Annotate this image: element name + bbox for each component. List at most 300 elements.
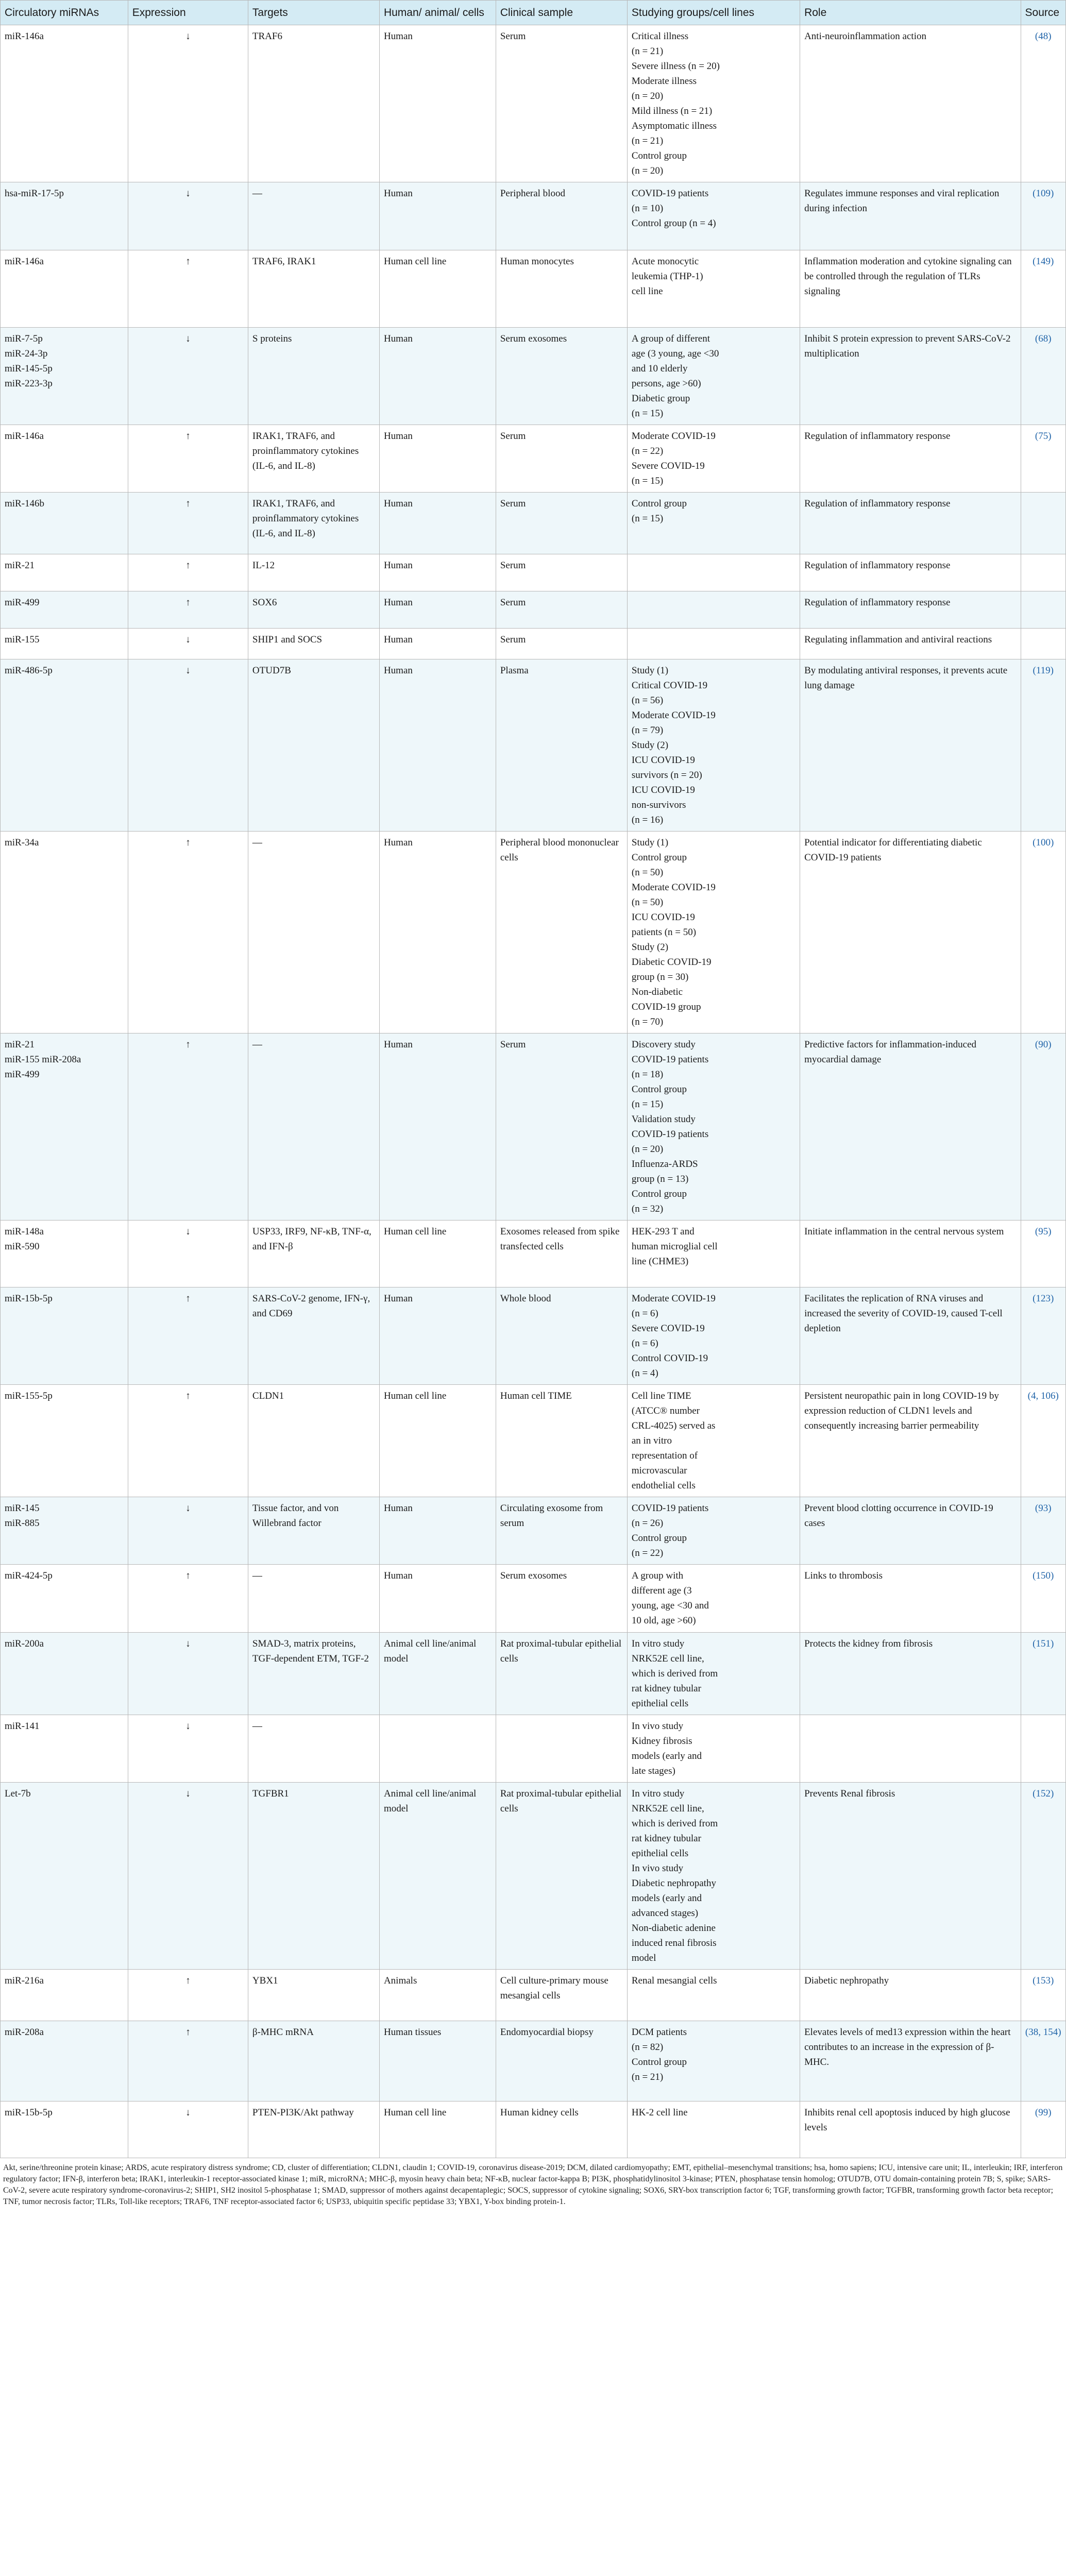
targets-cell: SMAD-3, matrix proteins, TGF-dependent ETM, TGF-2: [248, 1633, 379, 1715]
targets-cell: —: [248, 832, 379, 1033]
study-group-line: Severe COVID-19: [631, 461, 705, 471]
study-group-line: age (3 young, age <30: [631, 348, 719, 359]
study-group-line: ICU COVID-19: [631, 785, 695, 795]
study-group-line: representation of: [631, 1450, 698, 1461]
expression-cell: ↑: [128, 1033, 248, 1221]
targets-cell: TGFBR1: [248, 1783, 379, 1970]
table-row: [1, 554, 1066, 591]
study-groups-cell: [627, 1287, 800, 1385]
study-group-line: Control group: [631, 1533, 687, 1544]
source-cell[interactable]: (109): [1021, 182, 1065, 250]
table-row: [1, 1783, 1066, 1970]
header-cell: Studying groups/cell lines: [627, 1, 800, 25]
mirna-cell: [1, 2021, 128, 2102]
study-groups-cell: [627, 425, 800, 493]
targets-cell: YBX1: [248, 1970, 379, 2021]
study-group-line: Influenza-ARDS: [631, 1159, 698, 1170]
study-groups-cell: [627, 1497, 800, 1565]
source-cell: [1021, 493, 1065, 554]
clinical-sample-cell: Serum: [496, 591, 627, 629]
study-group-line: Non-diabetic adenine: [631, 1923, 716, 1934]
table-row: [1, 493, 1066, 554]
role-cell: Persistent neuropathic pain in long COVID-19 by expression reduction of CLDN1 levels and consequently increasing barrier permeability: [800, 1385, 1021, 1497]
study-groups-cell: [627, 1565, 800, 1633]
study-group-line: CRL-4025) served as: [631, 1420, 716, 1431]
mirna-name: miR-148a: [5, 1226, 44, 1237]
mirna-name: miR-424-5p: [5, 1570, 53, 1581]
mirna-name: miR-34a: [5, 837, 39, 848]
study-group-line: (n = 16): [631, 815, 664, 825]
mirna-name: miR-7-5p: [5, 333, 43, 344]
source-cell[interactable]: (38, 154): [1021, 2021, 1065, 2102]
role-cell: Regulation of inflammatory response: [800, 591, 1021, 629]
expression-cell: ↓: [128, 25, 248, 182]
study-group-line: Control group (n = 4): [631, 218, 716, 229]
table-row: [1, 182, 1066, 250]
role-cell: Regulation of inflammatory response: [800, 425, 1021, 493]
role-cell: Predictive factors for inflammation-induced myocardial damage: [800, 1033, 1021, 1221]
source-cell[interactable]: (123): [1021, 1287, 1065, 1385]
study-group-line: an in vitro: [631, 1435, 672, 1446]
expression-cell: ↓: [128, 2102, 248, 2158]
mirna-cell: [1, 659, 128, 832]
role-cell: By modulating antiviral responses, it prevents acute lung damage: [800, 659, 1021, 832]
header-cell: Circulatory miRNAs: [1, 1, 128, 25]
mirna-name: miR-155-5p: [5, 1391, 53, 1401]
targets-cell: IL-12: [248, 554, 379, 591]
study-group-line: rat kidney tubular: [631, 1683, 701, 1694]
expression-cell: ↑: [128, 832, 248, 1033]
mirna-cell: [1, 629, 128, 659]
study-group-line: (n = 21): [631, 46, 664, 57]
mirna-cell: [1, 1385, 128, 1497]
expression-cell: ↑: [128, 1287, 248, 1385]
study-group-line: 10 old, age >60): [631, 1615, 696, 1626]
mirna-cell: [1, 1033, 128, 1221]
study-group-line: (n = 32): [631, 1204, 664, 1214]
study-group-line: (n = 20): [631, 165, 664, 176]
study-group-line: line (CHME3): [631, 1256, 689, 1267]
study-group-line: Control COVID-19: [631, 1353, 708, 1364]
mirna-name: miR-15b-5p: [5, 2107, 53, 2118]
study-group-line: ICU COVID-19: [631, 755, 695, 766]
targets-cell: OTUD7B: [248, 659, 379, 832]
table-row: [1, 1497, 1066, 1565]
study-groups-cell: [627, 554, 800, 591]
mirna-name: miR-155 miR-208a: [5, 1054, 81, 1065]
mirna-cell: [1, 1715, 128, 1783]
study-groups-cell: [627, 250, 800, 328]
study-group-line: (n = 15): [631, 476, 664, 486]
study-group-line: model: [631, 1953, 656, 1963]
study-group-line: cell line: [631, 286, 663, 297]
study-group-line: HK-2 cell line: [631, 2107, 688, 2118]
study-group-line: (n = 22): [631, 1548, 664, 1558]
study-group-line: (n = 6): [631, 1338, 658, 1349]
mirna-name: miR-145: [5, 1503, 40, 1514]
targets-cell: SOX6: [248, 591, 379, 629]
study-group-line: COVID-19 patients: [631, 1054, 709, 1065]
clinical-sample-cell: Cell culture-primary mouse mesangial cells: [496, 1970, 627, 2021]
study-group-line: and 10 elderly: [631, 363, 688, 374]
study-group-line: (n = 20): [631, 91, 664, 101]
mirna-name: miR-141: [5, 1721, 40, 1732]
host-cell: Animals: [379, 1970, 496, 2021]
mirna-name: miR-146a: [5, 31, 44, 42]
study-group-line: Discovery study: [631, 1039, 696, 1050]
targets-cell: —: [248, 1715, 379, 1783]
mirna-name: miR-146b: [5, 498, 45, 509]
study-group-line: Severe illness (n = 20): [631, 61, 720, 72]
study-group-line: Moderate COVID-19: [631, 431, 716, 442]
targets-cell: TRAF6: [248, 25, 379, 182]
study-group-line: (n = 10): [631, 203, 664, 214]
study-group-line: which is derived from: [631, 1818, 718, 1829]
study-group-line: leukemia (THP-1): [631, 271, 703, 282]
study-groups-cell: [627, 1633, 800, 1715]
expression-cell: ↑: [128, 591, 248, 629]
table-row: [1, 1385, 1066, 1497]
source-cell[interactable]: (99): [1021, 2102, 1065, 2158]
mirna-cell: [1, 1497, 128, 1565]
clinical-sample-cell: Exosomes released from spike transfected cells: [496, 1221, 627, 1287]
study-group-line: NRK52E cell line,: [631, 1803, 704, 1814]
study-group-line: In vivo study: [631, 1721, 684, 1732]
study-group-line: In vitro study: [631, 1638, 685, 1649]
study-group-line: Critical COVID-19: [631, 680, 708, 691]
study-group-line: Renal mesangial cells: [631, 1975, 717, 1986]
host-cell: Human: [379, 493, 496, 554]
study-group-line: group (n = 30): [631, 972, 689, 982]
source-cell[interactable]: (48): [1021, 25, 1065, 182]
host-cell: Human cell line: [379, 1221, 496, 1287]
source-cell[interactable]: (153): [1021, 1970, 1065, 2021]
source-cell[interactable]: (90): [1021, 1033, 1065, 1221]
header-cell: Human/ animal/ cells: [379, 1, 496, 25]
mirna-name: Let-7b: [5, 1788, 31, 1799]
study-group-line: epithelial cells: [631, 1698, 689, 1709]
study-group-line: (n = 18): [631, 1069, 664, 1080]
study-group-line: COVID-19 patients: [631, 1503, 709, 1514]
table-row: [1, 1633, 1066, 1715]
study-groups-cell: [627, 832, 800, 1033]
clinical-sample-cell: Peripheral blood mononuclear cells: [496, 832, 627, 1033]
clinical-sample-cell: Human cell TIME: [496, 1385, 627, 1497]
study-group-line: Moderate COVID-19: [631, 882, 716, 893]
role-cell: Regulating inflammation and antiviral reactions: [800, 629, 1021, 659]
table-row: [1, 1715, 1066, 1783]
table-row: [1, 1287, 1066, 1385]
clinical-sample-cell: Rat proximal-tubular epithelial cells: [496, 1783, 627, 1970]
study-group-line: which is derived from: [631, 1668, 718, 1679]
host-cell: Human: [379, 832, 496, 1033]
source-cell[interactable]: (75): [1021, 425, 1065, 493]
role-cell: Links to thrombosis: [800, 1565, 1021, 1633]
mirna-cell: [1, 1970, 128, 2021]
role-cell: Prevents Renal fibrosis: [800, 1783, 1021, 1970]
targets-cell: —: [248, 1033, 379, 1221]
study-groups-cell: [627, 629, 800, 659]
expression-cell: ↑: [128, 1970, 248, 2021]
clinical-sample-cell: Serum exosomes: [496, 328, 627, 425]
study-groups-cell: [627, 659, 800, 832]
clinical-sample-cell: Peripheral blood: [496, 182, 627, 250]
mirna-cell: [1, 1783, 128, 1970]
source-cell: [1021, 554, 1065, 591]
host-cell: Human: [379, 629, 496, 659]
clinical-sample-cell: Serum: [496, 629, 627, 659]
mirna-name: miR-499: [5, 597, 40, 608]
study-group-line: (n = 4): [631, 1368, 658, 1379]
mirna-name: miR-216a: [5, 1975, 44, 1986]
study-group-line: models (early and: [631, 1893, 702, 1904]
clinical-sample-cell: Rat proximal-tubular epithelial cells: [496, 1633, 627, 1715]
study-group-line: COVID-19 group: [631, 1002, 701, 1012]
header-cell: Role: [800, 1, 1021, 25]
mirna-cell: [1, 1221, 128, 1287]
source-cell[interactable]: (149): [1021, 250, 1065, 328]
clinical-sample-cell: Circulating exosome from serum: [496, 1497, 627, 1565]
table-footnote: Akt, serine/threonine protein kinase; ARDS, acute respiratory distress syndrome; CD, cluster of differentiation; CLDN1, claudin 1; COVID-19, coronavirus disease-2019; DCM, dilated cardiomyopathy; EMT, epithelial–mesenchymal transitions; hsa, homo sapiens; ICU, intensive care unit; IL, interleukin; IRF, interferon regulatory factor; IFN-β, interferon beta; IRAK1, interleukin-1 receptor-associated kinase 1; miR, microRNA; MHC-β, myosin heavy chain beta; NF-κB, nuclear factor-kappa B; PI3K, phosphatidylinositol 3-kinase; PTEN, phosphatase tensin homolog; OTUD7B, OTU domain-containing protein 7B; S, spike; SARS-CoV-2, severe acute respiratory syndrome-coronavirus-2; SHIP1, SH2 inositol 5-phosphatase 1; SMAD, suppressor of mothers against decapentaplegic; SOCS, suppressor of cytokine signaling; SOX6, SRY-box transcription factor 6; TGF, transforming growth factor; TGFBR, transforming growth factor beta receptor; TNF, tumor necrosis factor; TLRs, Toll-like receptors; TRAF6, TNF receptor-associated factor 6; USP33, ubiquitin specific peptidase 33; YBX1, Y-box binding protein-1.: [3, 2163, 1063, 2206]
study-group-line: rat kidney tubular: [631, 1833, 701, 1844]
study-group-line: Moderate illness: [631, 76, 697, 87]
study-group-line: (n = 79): [631, 725, 664, 736]
mirna-name: miR-223-3p: [5, 378, 53, 389]
targets-cell: CLDN1: [248, 1385, 379, 1497]
mirna-cell: [1, 250, 128, 328]
targets-cell: TRAF6, IRAK1: [248, 250, 379, 328]
mirna-cell: [1, 425, 128, 493]
source-cell[interactable]: (93): [1021, 1497, 1065, 1565]
study-group-line: (n = 21): [631, 2072, 664, 2082]
expression-cell: ↑: [128, 1385, 248, 1497]
study-group-line: microvascular: [631, 1465, 687, 1476]
table-row: [1, 1033, 1066, 1221]
table-row: [1, 629, 1066, 659]
header-cell: Source: [1021, 1, 1065, 25]
role-cell: Inhibit S protein expression to prevent SARS-CoV-2 multiplication: [800, 328, 1021, 425]
host-cell: Animal cell line/animal model: [379, 1783, 496, 1970]
study-group-line: induced renal fibrosis: [631, 1938, 717, 1948]
study-group-line: COVID-19 patients: [631, 1129, 709, 1140]
source-cell[interactable]: (100): [1021, 832, 1065, 1033]
study-group-line: Kidney fibrosis: [631, 1736, 692, 1747]
expression-cell: ↓: [128, 1221, 248, 1287]
study-group-line: (n = 56): [631, 695, 664, 706]
targets-cell: Tissue factor, and von Willebrand factor: [248, 1497, 379, 1565]
study-group-line: (n = 82): [631, 2042, 664, 2053]
mirna-name: miR-24-3p: [5, 348, 48, 359]
mirna-name: miR-146a: [5, 431, 44, 442]
study-group-line: Control group: [631, 852, 687, 863]
study-group-line: Acute monocytic: [631, 256, 699, 267]
study-group-line: Diabetic nephropathy: [631, 1878, 716, 1889]
study-group-line: A group of different: [631, 333, 710, 344]
clinical-sample-cell: Human kidney cells: [496, 2102, 627, 2158]
study-group-line: patients (n = 50): [631, 927, 697, 938]
expression-cell: ↑: [128, 1565, 248, 1633]
targets-cell: SHIP1 and SOCS: [248, 629, 379, 659]
role-cell: Facilitates the replication of RNA viruses and increased the severity of COVID-19, caused T-cell depletion: [800, 1287, 1021, 1385]
clinical-sample-cell: Serum exosomes: [496, 1565, 627, 1633]
host-cell: Human cell line: [379, 1385, 496, 1497]
table-row: [1, 1221, 1066, 1287]
role-cell: [800, 1715, 1021, 1783]
source-cell[interactable]: (152): [1021, 1783, 1065, 1970]
study-group-line: survivors (n = 20): [631, 770, 702, 781]
study-groups-cell: [627, 1970, 800, 2021]
study-groups-cell: [627, 25, 800, 182]
source-cell: [1021, 629, 1065, 659]
study-groups-cell: [627, 493, 800, 554]
study-group-line: human microglial cell: [631, 1241, 718, 1252]
expression-cell: ↓: [128, 182, 248, 250]
expression-cell: ↓: [128, 1715, 248, 1783]
study-group-line: Non-diabetic: [631, 987, 683, 997]
targets-cell: USP33, IRF9, NF-κB, TNF-α, and IFN-β: [248, 1221, 379, 1287]
role-cell: Potential indicator for differentiating diabetic COVID-19 patients: [800, 832, 1021, 1033]
expression-cell: ↓: [128, 629, 248, 659]
expression-cell: ↓: [128, 1497, 248, 1565]
host-cell: Human: [379, 182, 496, 250]
study-group-line: Control group: [631, 1189, 687, 1199]
host-cell: Human: [379, 591, 496, 629]
host-cell: Human: [379, 25, 496, 182]
clinical-sample-cell: Serum: [496, 1033, 627, 1221]
expression-cell: ↑: [128, 250, 248, 328]
clinical-sample-cell: Endomyocardial biopsy: [496, 2021, 627, 2102]
study-group-line: Control group: [631, 498, 687, 509]
host-cell: Human tissues: [379, 2021, 496, 2102]
mirna-name: hsa-miR-17-5p: [5, 188, 64, 199]
study-group-line: (n = 15): [631, 408, 664, 419]
source-cell: [1021, 1715, 1065, 1783]
role-cell: Initiate inflammation in the central nervous system: [800, 1221, 1021, 1287]
study-group-line: (n = 70): [631, 1016, 664, 1027]
source-cell[interactable]: (95): [1021, 1221, 1065, 1287]
study-group-line: Moderate COVID-19: [631, 710, 716, 721]
mirna-cell: [1, 328, 128, 425]
study-group-line: non-survivors: [631, 800, 686, 810]
table-row: [1, 2021, 1066, 2102]
mirna-cell: [1, 1633, 128, 1715]
mirna-name: miR-200a: [5, 1638, 44, 1649]
study-group-line: A group with: [631, 1570, 684, 1581]
study-group-line: Study (2): [631, 942, 669, 953]
mirna-name: miR-155: [5, 634, 40, 645]
host-cell: Human: [379, 554, 496, 591]
study-group-line: advanced stages): [631, 1908, 699, 1919]
mirna-name: miR-499: [5, 1069, 40, 1080]
source-cell[interactable]: (151): [1021, 1633, 1065, 1715]
study-group-line: COVID-19 patients: [631, 188, 709, 199]
mirna-name: miR-21: [5, 560, 35, 571]
study-groups-cell: [627, 1783, 800, 1970]
host-cell: Animal cell line/animal model: [379, 1633, 496, 1715]
mirna-name: miR-486-5p: [5, 665, 53, 676]
targets-cell: IRAK1, TRAF6, and proinflammatory cytokines (IL-6, and IL-8): [248, 493, 379, 554]
expression-cell: ↓: [128, 1783, 248, 1970]
study-group-line: (n = 15): [631, 1099, 664, 1110]
clinical-sample-cell: Serum: [496, 493, 627, 554]
host-cell: Human: [379, 1287, 496, 1385]
study-group-line: (n = 50): [631, 897, 664, 908]
host-cell: Human cell line: [379, 250, 496, 328]
mirna-cell: [1, 2102, 128, 2158]
mirna-name: miR-21: [5, 1039, 35, 1050]
table-row: [1, 659, 1066, 832]
targets-cell: S proteins: [248, 328, 379, 425]
mirna-cell: [1, 554, 128, 591]
table-body: [1, 25, 1066, 2158]
mirna-name: miR-146a: [5, 256, 44, 267]
header-cell: Clinical sample: [496, 1, 627, 25]
host-cell: [379, 1715, 496, 1783]
study-group-line: (n = 21): [631, 135, 664, 146]
mirna-name: miR-590: [5, 1241, 40, 1252]
mirna-name: miR-15b-5p: [5, 1293, 53, 1304]
source-cell[interactable]: (4, 106): [1021, 1385, 1065, 1497]
study-group-line: different age (3: [631, 1585, 692, 1596]
host-cell: Human: [379, 425, 496, 493]
study-groups-cell: [627, 1221, 800, 1287]
study-group-line: HEK-293 T and: [631, 1226, 695, 1237]
role-cell: Elevates levels of med13 expression within the heart contributes to an increase in the expression of β-MHC.: [800, 2021, 1021, 2102]
study-group-line: Control group: [631, 150, 687, 161]
host-cell: Human: [379, 1033, 496, 1221]
mirna-name: miR-885: [5, 1518, 40, 1529]
table-header-row: [1, 1, 1066, 25]
role-cell: Protects the kidney from fibrosis: [800, 1633, 1021, 1715]
study-groups-cell: [627, 591, 800, 629]
mirna-cell: [1, 25, 128, 182]
clinical-sample-cell: Plasma: [496, 659, 627, 832]
expression-cell: ↓: [128, 328, 248, 425]
study-group-line: Asymptomatic illness: [631, 121, 717, 131]
expression-cell: ↑: [128, 554, 248, 591]
study-group-line: (n = 22): [631, 446, 664, 456]
mirna-cell: [1, 493, 128, 554]
study-groups-cell: [627, 328, 800, 425]
mirna-name: miR-208a: [5, 2027, 44, 2038]
clinical-sample-cell: Human monocytes: [496, 250, 627, 328]
study-group-line: DCM patients: [631, 2027, 687, 2038]
source-cell[interactable]: (150): [1021, 1565, 1065, 1633]
study-group-line: Mild illness (n = 21): [631, 106, 713, 116]
study-group-line: Control group: [631, 1084, 687, 1095]
table-row: [1, 832, 1066, 1033]
source-cell[interactable]: (68): [1021, 328, 1065, 425]
study-groups-cell: [627, 182, 800, 250]
study-groups-cell: [627, 2102, 800, 2158]
mirna-cell: [1, 1565, 128, 1633]
expression-cell: ↓: [128, 659, 248, 832]
expression-cell: ↑: [128, 2021, 248, 2102]
targets-cell: —: [248, 1565, 379, 1633]
table-row: [1, 250, 1066, 328]
host-cell: Human: [379, 1565, 496, 1633]
clinical-sample-cell: Serum: [496, 425, 627, 493]
study-group-line: persons, age >60): [631, 378, 701, 389]
role-cell: Diabetic nephropathy: [800, 1970, 1021, 2021]
clinical-sample-cell: Serum: [496, 554, 627, 591]
study-group-line: Critical illness: [631, 31, 689, 42]
table-row: [1, 1565, 1066, 1633]
source-cell[interactable]: (119): [1021, 659, 1065, 832]
role-cell: Regulation of inflammatory response: [800, 554, 1021, 591]
study-group-line: Moderate COVID-19: [631, 1293, 716, 1304]
study-group-line: epithelial cells: [631, 1848, 689, 1859]
